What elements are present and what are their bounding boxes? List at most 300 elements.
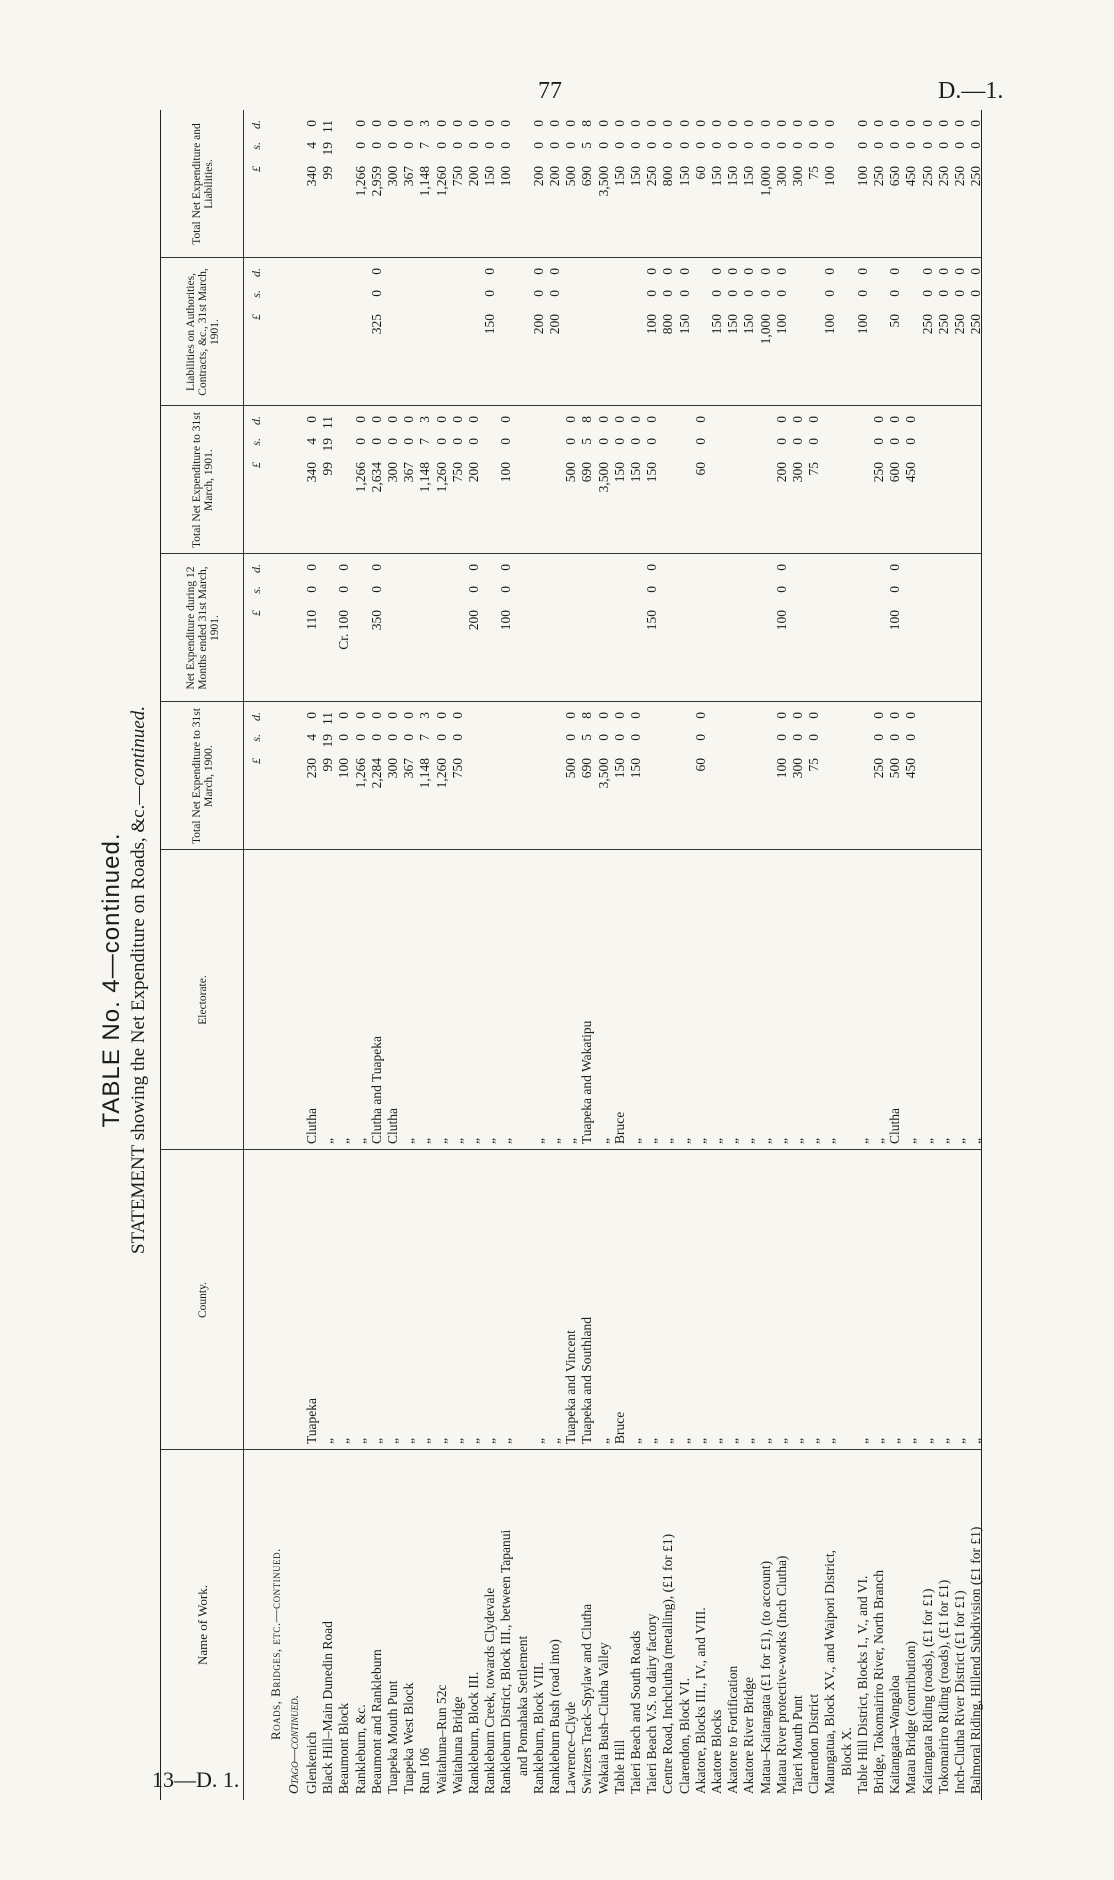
total-with-liabilities-shillings: 0: [547, 142, 562, 149]
unit-labels: [249, 712, 264, 798]
total-1901-pounds: 367: [401, 462, 417, 483]
work-name: Rankleburn, Block III.: [466, 1671, 481, 1794]
net-12-months-pence: 0: [887, 564, 903, 571]
total-1901-pounds: 150: [628, 462, 643, 483]
total-with-liabilities-pence: 0: [725, 120, 741, 127]
total-1900-pence: 0: [449, 712, 465, 719]
total-1900-shillings: 0: [368, 734, 384, 741]
county-cell: „: [887, 1438, 903, 1444]
total-1900-pounds: 300: [790, 758, 805, 779]
total-with-liabilities-pence: 0: [466, 120, 481, 127]
total-1901-pounds: 300: [385, 462, 400, 483]
electorate-cell: „: [968, 1138, 984, 1144]
county-cell: Bruce: [611, 1411, 627, 1444]
total-1900-pence: 0: [336, 712, 352, 719]
total-with-liabilities-pence: 0: [741, 120, 757, 127]
total-1901-pence: 0: [449, 416, 465, 423]
total-with-liabilities-shillings: 0: [352, 142, 368, 149]
county-cell: „: [644, 1438, 660, 1444]
total-with-liabilities-cell: [967, 120, 985, 206]
unit-shillings: s.: [249, 734, 263, 742]
total-1900-pounds: 75: [806, 758, 822, 772]
total-with-liabilities-pence: 0: [547, 120, 562, 127]
county-cell: „: [741, 1438, 757, 1444]
unit-shillings: s.: [249, 438, 263, 446]
net-12-months-pounds: 350: [368, 610, 384, 631]
electorate-cell: „: [449, 1138, 465, 1144]
liabilities-shillings: 0: [822, 290, 838, 297]
liabilities-pounds: 100: [773, 314, 789, 335]
total-with-liabilities-shillings: 0: [433, 142, 449, 149]
total-with-liabilities-shillings: 0: [871, 142, 886, 149]
work-name: Lawrence–Clyde: [563, 1701, 579, 1794]
total-with-liabilities-shillings: 0: [385, 142, 400, 149]
liabilities-shillings: 0: [660, 290, 676, 297]
total-with-liabilities-pounds: 250: [644, 166, 660, 187]
total-1901-shillings: 0: [692, 438, 708, 445]
total-1900-pounds: 1,266: [352, 758, 368, 789]
liabilities-pence: 0: [854, 268, 870, 275]
total-with-liabilities-pence: 0: [611, 120, 627, 127]
total-1901-pounds: 500: [563, 462, 579, 483]
total-1900-pence: 0: [385, 712, 400, 719]
total-with-liabilities-pence: 0: [871, 120, 886, 127]
total-with-liabilities-shillings: 0: [595, 142, 611, 149]
county-cell: „: [854, 1438, 870, 1444]
total-with-liabilities-shillings: 7: [417, 142, 433, 149]
total-with-liabilities-pence: 0: [709, 120, 724, 127]
total-1901-shillings: 0: [352, 438, 368, 445]
county-cell: „: [935, 1438, 951, 1444]
total-with-liabilities-shillings: 0: [822, 142, 838, 149]
county-cell: Tuapeka: [304, 1398, 319, 1444]
total-1901-shillings: 0: [385, 438, 400, 445]
total-with-liabilities-shillings: 0: [482, 142, 498, 149]
county-cell: „: [417, 1438, 433, 1444]
total-1900-shillings: 0: [806, 734, 822, 741]
work-name: Balmoral Riding, Hillend Subdivision (£1 for £1): [968, 1526, 984, 1794]
total-1901-pounds: 340: [304, 462, 319, 483]
work-name: Centre Road, Inchclutha (metalling), (£1 for £1): [660, 1533, 676, 1794]
net-12-months-pounds: 100: [773, 610, 789, 631]
total-with-liabilities-pounds: 200: [466, 166, 481, 187]
liabilities-pounds: 800: [660, 314, 676, 335]
total-with-liabilities-pounds: 250: [952, 166, 967, 187]
county-cell: „: [628, 1438, 643, 1444]
total-1901-shillings: 0: [871, 438, 886, 445]
liabilities-pounds: 150: [741, 314, 757, 335]
total-1901-pence: 0: [595, 416, 611, 423]
work-name: Akatore Blocks: [709, 1709, 724, 1794]
liabilities-pounds: 250: [952, 314, 967, 335]
electorate-cell: „: [725, 1138, 741, 1144]
liabilities-shillings: 0: [935, 290, 951, 297]
total-1900-pence: 0: [401, 712, 417, 719]
electorate-cell: „: [709, 1138, 724, 1144]
liabilities-shillings: 0: [887, 290, 903, 297]
net-12-months-shillings: 0: [887, 586, 903, 593]
total-with-liabilities-pounds: 250: [968, 166, 984, 187]
total-1901-shillings: 0: [773, 438, 789, 445]
total-1901-shillings: 0: [806, 438, 822, 445]
total-1901-shillings: 0: [628, 438, 643, 445]
liabilities-shillings: 0: [919, 290, 935, 297]
work-name: Kaitangata–Wangaloa: [887, 1675, 903, 1794]
total-with-liabilities-pence: 0: [385, 120, 400, 127]
electorate-cell: Bruce: [611, 1111, 627, 1144]
net-12-months-pence: 0: [644, 564, 660, 571]
total-1901-shillings: 0: [466, 438, 481, 445]
table-title: TABLE No. 4—continued.: [98, 832, 125, 1128]
county-cell: „: [903, 1438, 919, 1444]
county-cell: Tuapeka and Southland: [579, 1317, 595, 1444]
liabilities-pounds: 100: [854, 314, 870, 335]
electorate-cell: „: [563, 1138, 579, 1144]
net-12-months-pence: 0: [773, 564, 789, 571]
total-with-liabilities-shillings: 0: [806, 142, 822, 149]
total-with-liabilities-pence: 0: [692, 120, 708, 127]
liabilities-pounds: 150: [709, 314, 724, 335]
total-1901-pounds: 750: [449, 462, 465, 483]
work-name: Waitahuna–Run 52c: [433, 1684, 449, 1794]
liabilities-pence: 0: [887, 268, 903, 275]
total-with-liabilities-shillings: 0: [887, 142, 903, 149]
liabilities-shillings: 0: [854, 290, 870, 297]
total-1901-pounds: 3,500: [595, 462, 611, 493]
total-1901-shillings: 0: [903, 438, 919, 445]
total-with-liabilities-shillings: 0: [968, 142, 984, 149]
liabilities-pounds: 150: [482, 314, 498, 335]
total-with-liabilities-pounds: 450: [903, 166, 919, 187]
total-with-liabilities-shillings: 0: [709, 142, 724, 149]
total-1901-shillings: 0: [595, 438, 611, 445]
electorate-cell: Tuapeka and Wakatipu: [579, 1020, 595, 1144]
unit-shillings: s.: [249, 142, 263, 150]
total-1900-shillings: 0: [611, 734, 627, 741]
liabilities-pence: 0: [919, 268, 935, 275]
total-with-liabilities-shillings: 0: [854, 142, 870, 149]
electorate-cell: „: [757, 1138, 773, 1144]
net-12-months-shillings: 0: [498, 586, 514, 593]
work-name: Tuapeka West Block: [401, 1682, 417, 1794]
column-header-name: Name of Work.: [195, 1585, 210, 1665]
county-cell: „: [871, 1438, 886, 1444]
electorate-cell: Clutha and Tuapeka: [368, 1036, 384, 1144]
work-name: Beaumont and Rankleburn: [368, 1649, 384, 1794]
total-with-liabilities-pence: 0: [482, 120, 498, 127]
total-with-liabilities-shillings: 0: [563, 142, 579, 149]
table-subtitle: [128, 80, 150, 1880]
total-with-liabilities-shillings: 0: [919, 142, 935, 149]
total-1901-pounds: 600: [887, 462, 903, 483]
total-1900-pence: 0: [806, 712, 822, 719]
total-1901-pounds: 200: [466, 462, 481, 483]
total-with-liabilities-pence: 0: [773, 120, 789, 127]
total-with-liabilities-pounds: 250: [935, 166, 951, 187]
electorate-cell: „: [790, 1138, 805, 1144]
total-1900-pence: 0: [563, 712, 579, 719]
total-with-liabilities-pence: 0: [304, 120, 319, 127]
unit-pounds: £: [249, 166, 263, 172]
total-with-liabilities-shillings: 0: [676, 142, 692, 149]
work-name: Inch-Clutha River District (£1 for £1): [952, 1590, 967, 1794]
net-12-months-shillings: 0: [644, 586, 660, 593]
electorate-cell: „: [417, 1138, 433, 1144]
total-1900-shillings: 0: [336, 734, 352, 741]
total-with-liabilities-shillings: 0: [530, 142, 546, 149]
total-with-liabilities-shillings: 0: [466, 142, 481, 149]
total-1900-pence: 8: [579, 712, 595, 719]
liabilities-shillings: 0: [547, 290, 562, 297]
total-with-liabilities-pence: 0: [628, 120, 643, 127]
total-1900-pounds: 99: [320, 758, 336, 772]
county-cell: „: [709, 1438, 724, 1444]
total-with-liabilities-shillings: 0: [660, 142, 676, 149]
electorate-cell: „: [660, 1138, 676, 1144]
total-1901-pounds: 1,260: [433, 462, 449, 493]
liabilities-pence: 0: [725, 268, 741, 275]
total-with-liabilities-shillings: 0: [401, 142, 417, 149]
liabilities-pence: 0: [482, 268, 498, 275]
total-with-liabilities-shillings: 0: [725, 142, 741, 149]
county-cell: „: [595, 1438, 611, 1444]
county-cell: „: [773, 1438, 789, 1444]
total-with-liabilities-pounds: 500: [563, 166, 579, 187]
total-1900-shillings: 0: [352, 734, 368, 741]
total-1900-shillings: 0: [790, 734, 805, 741]
total-with-liabilities-pence: 0: [433, 120, 449, 127]
net-12-months-shillings: 0: [466, 586, 481, 593]
total-1900-shillings: 0: [401, 734, 417, 741]
electorate-cell: „: [903, 1138, 919, 1144]
net-12-months-pounds: 150: [644, 610, 660, 631]
total-with-liabilities-pounds: 150: [741, 166, 757, 187]
liabilities-pence: 0: [952, 268, 967, 275]
total-with-liabilities-pounds: 150: [482, 166, 498, 187]
total-1901-shillings: 19: [320, 438, 336, 452]
liabilities-pounds: 325: [368, 314, 384, 335]
electorate-cell: „: [336, 1138, 352, 1144]
work-name: Rankleburn District, Block III., between Tapanui: [498, 1529, 514, 1794]
total-with-liabilities-pounds: 2,959: [368, 166, 384, 197]
total-1900-pence: 0: [903, 712, 919, 719]
total-1901-shillings: 0: [563, 438, 579, 445]
liabilities-shillings: 0: [952, 290, 967, 297]
work-name: Akatore, Blocks III., IV., and VIII.: [692, 1607, 708, 1794]
net-12-months-pence: 0: [304, 564, 319, 571]
total-1900-pence: 0: [790, 712, 805, 719]
county-cell: „: [336, 1438, 352, 1444]
column-header-liabilities: Liabilities on Authorities, Contracts, &c., 31st March, 1901.: [185, 268, 221, 396]
liabilities-pence: 0: [709, 268, 724, 275]
column-header-total-1901: Total Net Expenditure to 31st March, 1901.: [191, 412, 215, 548]
total-with-liabilities-pounds: 300: [385, 166, 400, 187]
total-with-liabilities-pence: 0: [822, 120, 838, 127]
total-with-liabilities-shillings: 0: [628, 142, 643, 149]
total-1901-pounds: 1,148: [417, 462, 433, 493]
total-1900-shillings: 0: [692, 734, 708, 741]
liabilities-pounds: 200: [547, 314, 562, 335]
region-heading: Otago—continued.: [286, 1695, 301, 1794]
total-1901-pence: 0: [304, 416, 319, 423]
county-cell: „: [968, 1438, 984, 1444]
total-1900-pounds: 367: [401, 758, 417, 779]
total-1900-shillings: 0: [449, 734, 465, 741]
work-name: Wakaia Bush–Clutha Valley: [595, 1642, 611, 1794]
total-with-liabilities-pence: 0: [887, 120, 903, 127]
total-1900-pence: 0: [887, 712, 903, 719]
unit-labels: [249, 564, 264, 650]
total-with-liabilities-pence: 0: [401, 120, 417, 127]
county-cell: „: [352, 1438, 368, 1444]
total-1900-pounds: 3,500: [595, 758, 611, 789]
county-cell: „: [385, 1438, 400, 1444]
page-number: 77: [538, 78, 562, 104]
total-with-liabilities-shillings: 0: [368, 142, 384, 149]
unit-pounds: £: [249, 462, 263, 468]
liabilities-pence: 0: [757, 268, 773, 275]
work-name: Matau–Kaitangata (£1 for £1), (to account): [757, 1560, 773, 1794]
unit-labels: [249, 120, 264, 206]
total-1900-pence: 0: [433, 712, 449, 719]
work-name: and Pomahaka Settlement: [514, 1635, 530, 1776]
total-1901-pounds: 150: [644, 462, 660, 483]
total-with-liabilities-pounds: 99: [320, 166, 336, 180]
electorate-cell: „: [952, 1138, 967, 1144]
total-1901-pence: 0: [644, 416, 660, 423]
liabilities-pounds: 100: [644, 314, 660, 335]
column-header-total-with-liabilities: Total Net Expenditure and Liabilities.: [191, 123, 215, 245]
county-cell: „: [676, 1438, 692, 1444]
total-with-liabilities-shillings: 0: [498, 142, 514, 149]
work-name: Waitahuna Bridge: [449, 1696, 465, 1794]
county-cell: „: [433, 1438, 449, 1444]
total-with-liabilities-pence: 8: [579, 120, 595, 127]
total-with-liabilities-pounds: 150: [676, 166, 692, 187]
total-with-liabilities-pounds: 150: [628, 166, 643, 187]
total-1901-shillings: 0: [368, 438, 384, 445]
subtitle-text: STATEMENT showing the Net Expenditure on Roads, &c.—: [128, 785, 149, 1255]
electorate-cell: „: [530, 1138, 546, 1144]
liabilities-pounds: 250: [968, 314, 984, 335]
work-name: Black Hill–Main Dunedin Road: [320, 1621, 336, 1794]
total-with-liabilities-pounds: 200: [530, 166, 546, 187]
liabilities-pence: 0: [660, 268, 676, 275]
net-12-months-pounds: 200: [466, 610, 481, 631]
unit-pence: d.: [249, 416, 263, 425]
total-1900-pence: 3: [417, 712, 433, 719]
total-with-liabilities-shillings: 0: [692, 142, 708, 149]
net-12-months-pounds: 100: [887, 610, 903, 631]
net-12-months-shillings: 0: [336, 586, 352, 593]
work-name: Taieri Mouth Punt: [790, 1695, 805, 1794]
total-with-liabilities-pounds: 300: [790, 166, 805, 187]
total-with-liabilities-pence: 0: [919, 120, 935, 127]
work-name: Block X.: [838, 1727, 854, 1776]
liabilities-pence: 0: [676, 268, 692, 275]
county-cell: „: [449, 1438, 465, 1444]
work-name: Matau Bridge (contribution): [903, 1641, 919, 1794]
total-1901-pounds: 150: [611, 462, 627, 483]
total-1900-shillings: 0: [433, 734, 449, 741]
liabilities-shillings: 0: [368, 290, 384, 297]
electorate-cell: „: [401, 1138, 417, 1144]
electorate-cell: „: [676, 1138, 692, 1144]
electorate-cell: „: [320, 1138, 336, 1144]
liabilities-pounds: 100: [822, 314, 838, 335]
total-1901-pence: 0: [433, 416, 449, 423]
unit-labels: [249, 416, 264, 502]
total-with-liabilities-pence: 0: [854, 120, 870, 127]
county-cell: „: [547, 1438, 562, 1444]
total-1901-pence: 0: [773, 416, 789, 423]
total-1901-pence: 0: [385, 416, 400, 423]
liabilities-pounds: 50: [887, 314, 903, 328]
total-with-liabilities-pounds: 3,500: [595, 166, 611, 197]
total-with-liabilities-pounds: 100: [498, 166, 514, 187]
county-cell: „: [498, 1438, 514, 1444]
total-1901-pounds: 99: [320, 462, 336, 476]
work-name: Table Hill: [611, 1739, 627, 1794]
electorate-cell: Clutha: [304, 1108, 319, 1144]
work-name: Beaumont Block: [336, 1702, 352, 1794]
electorate-cell: „: [741, 1138, 757, 1144]
total-1901-pence: 0: [628, 416, 643, 423]
total-1901-shillings: 0: [611, 438, 627, 445]
total-1900-pence: 0: [871, 712, 886, 719]
unit-shillings: s.: [249, 586, 263, 594]
total-1901-pence: 0: [611, 416, 627, 423]
total-with-liabilities-pence: 0: [595, 120, 611, 127]
total-with-liabilities-pounds: 150: [725, 166, 741, 187]
total-1901-shillings: 0: [644, 438, 660, 445]
total-1901-pounds: 2,634: [368, 462, 384, 493]
electorate-cell: Clutha: [385, 1108, 400, 1144]
total-with-liabilities-pence: 0: [952, 120, 967, 127]
liabilities-shillings: 0: [741, 290, 757, 297]
work-name: Taieri Beach and South Roads: [628, 1630, 643, 1794]
electorate-cell: „: [919, 1138, 935, 1144]
column-header-electorate: Electorate.: [197, 975, 209, 1025]
total-1900-pounds: 2,284: [368, 758, 384, 789]
work-name: Matau River protective-works (Inch Clutha): [773, 1555, 789, 1794]
expenditure-table: [160, 110, 982, 1800]
county-cell: „: [919, 1438, 935, 1444]
total-1901-pence: 0: [368, 416, 384, 423]
county-cell: „: [660, 1438, 676, 1444]
total-1901-shillings: 0: [498, 438, 514, 445]
electorate-cell: „: [547, 1138, 562, 1144]
total-with-liabilities-shillings: 0: [757, 142, 773, 149]
electorate-cell: „: [773, 1138, 789, 1144]
total-1900-shillings: 0: [773, 734, 789, 741]
unit-labels: [249, 268, 264, 354]
total-1901-shillings: 0: [449, 438, 465, 445]
total-1901-pence: 11: [320, 416, 336, 429]
total-with-liabilities-shillings: 0: [903, 142, 919, 149]
total-1900-pounds: 230: [304, 758, 319, 779]
liabilities-pence: 0: [741, 268, 757, 275]
work-name: Clarendon District: [806, 1693, 822, 1794]
unit-shillings: s.: [249, 290, 263, 298]
total-with-liabilities-pence: 0: [968, 120, 984, 127]
total-with-liabilities-pence: 0: [806, 120, 822, 127]
electorate-cell: Clutha: [887, 1108, 903, 1144]
total-with-liabilities-shillings: 0: [644, 142, 660, 149]
unit-pence: d.: [249, 120, 263, 129]
electorate-cell: „: [822, 1138, 838, 1144]
total-1900-pence: 0: [368, 712, 384, 719]
